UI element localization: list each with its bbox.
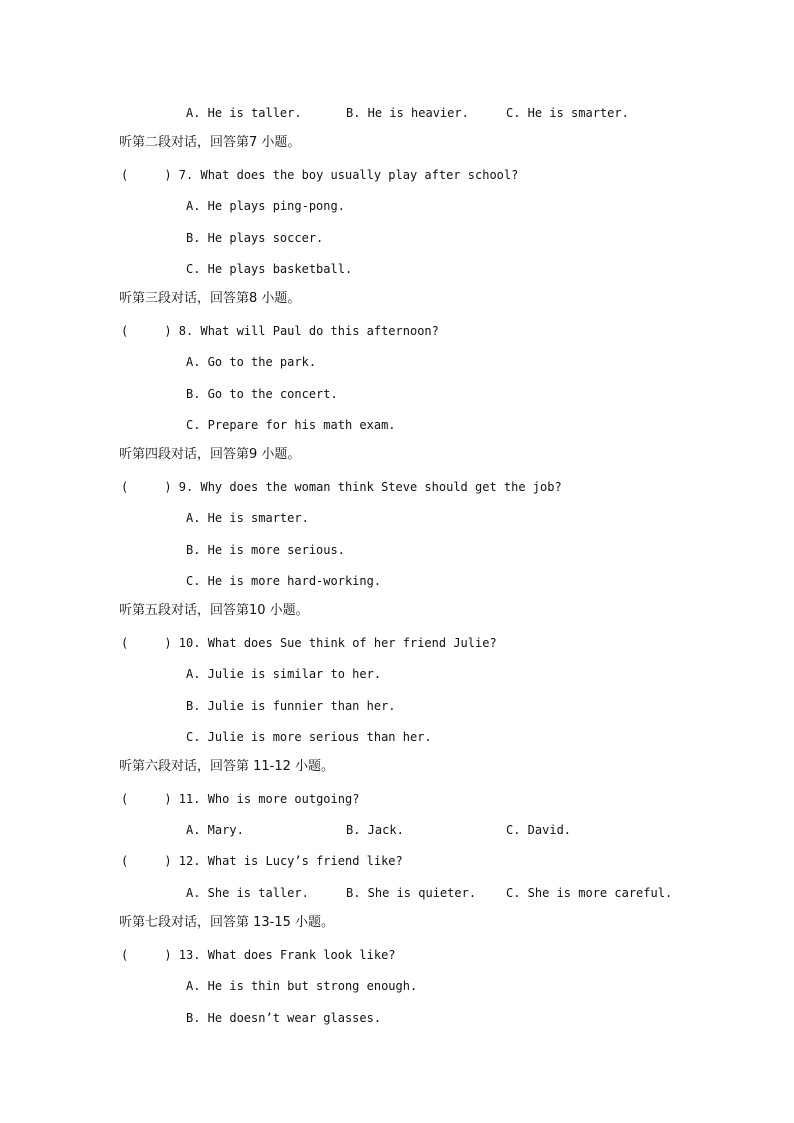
option-b: B. She is quieter. <box>346 886 477 900</box>
option: C. Prepare for his math exam. <box>186 418 396 432</box>
option-a: A. Mary. <box>186 823 244 837</box>
question: ( ) 8. What will Paul do this afternoon? <box>121 324 439 338</box>
option: B. Julie is funnier than her. <box>186 699 396 713</box>
option-a: A. She is taller. <box>186 886 309 900</box>
question: ( ) 11. Who is more outgoing? <box>121 792 360 806</box>
question: ( ) 9. Why does the woman think Steve should get the job? <box>121 480 562 494</box>
question: ( ) 12. What is Lucy’s friend like? <box>121 854 403 868</box>
option: C. He is more hard-working. <box>186 574 382 588</box>
option-c: C. She is more careful. <box>506 886 673 900</box>
option: C. He plays basketball. <box>186 262 353 276</box>
option: A. He is thin but strong enough. <box>186 979 418 993</box>
section-header: 听第二段对话，回答第7 小题。 <box>119 135 301 150</box>
option: A. Go to the park. <box>186 355 317 369</box>
option: B. He doesn’t wear glasses. <box>186 1011 382 1025</box>
option-c: C. He is smarter. <box>506 106 629 120</box>
option: B. He plays soccer. <box>186 231 324 245</box>
section-header: 听第四段对话，回答第9 小题。 <box>119 447 301 462</box>
option: C. Julie is more serious than her. <box>186 730 432 744</box>
option: A. He plays ping-pong. <box>186 199 345 213</box>
section-header: 听第三段对话，回答第8 小题。 <box>119 291 301 306</box>
section-header: 听第六段对话，回答第 11-12 小题。 <box>119 759 335 774</box>
option: A. He is smarter. <box>186 511 309 525</box>
question: ( ) 7. What does the boy usually play after school? <box>121 168 519 182</box>
option: B. Go to the concert. <box>186 387 338 401</box>
question: ( ) 13. What does Frank look like? <box>121 948 396 962</box>
question: ( ) 10. What does Sue think of her friend Julie? <box>121 636 497 650</box>
option: A. Julie is similar to her. <box>186 667 382 681</box>
option-c: C. David. <box>506 823 572 837</box>
option: B. He is more serious. <box>186 543 345 557</box>
option-b: B. He is heavier. <box>346 106 469 120</box>
option-b: B. Jack. <box>346 823 404 837</box>
section-header: 听第七段对话，回答第 13-15 小题。 <box>119 915 335 930</box>
option-a: A. He is taller. <box>186 106 302 120</box>
section-header: 听第五段对话，回答第10 小题。 <box>119 603 309 618</box>
